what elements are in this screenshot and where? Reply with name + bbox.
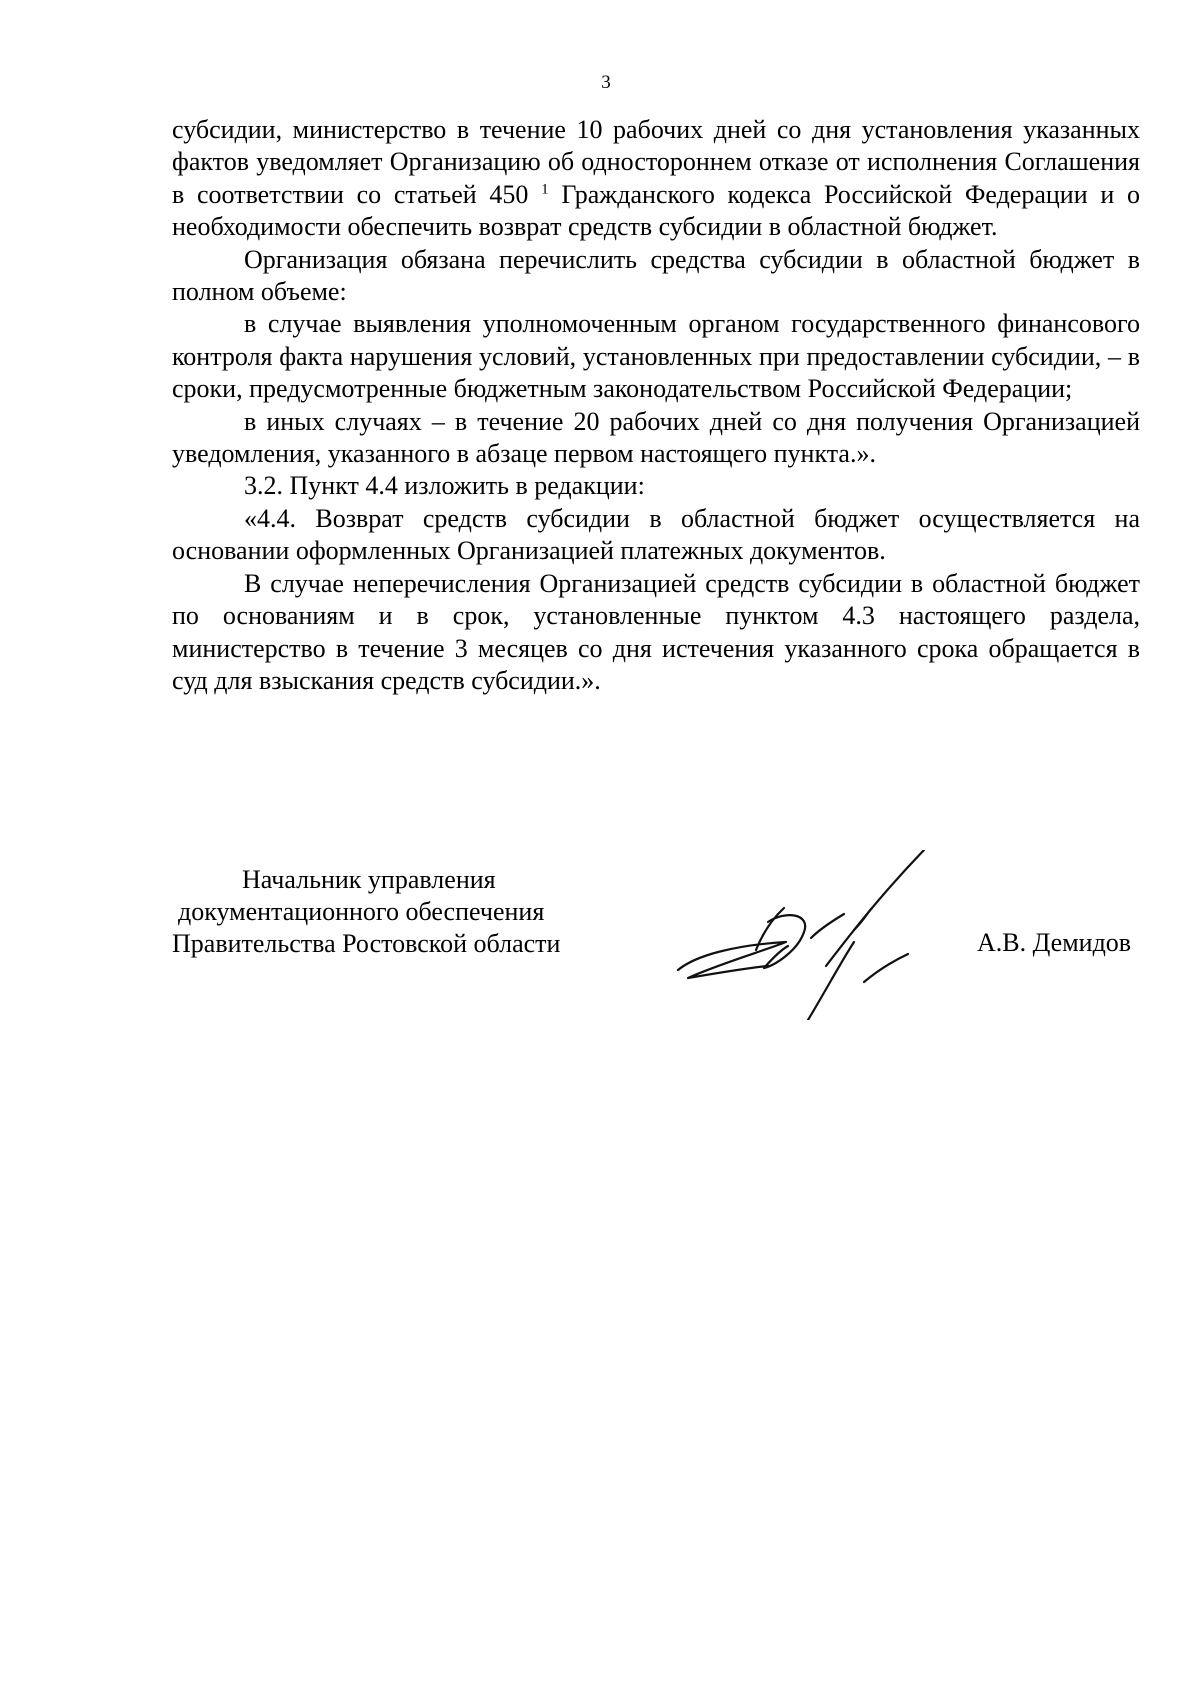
paragraph-4: в иных случаях – в течение 20 рабочих дней со дня получения Организацией уведомления, указанного в абзаце первом настоящего пункта.». (172, 406, 1140, 469)
paragraph-1-text-before: субсидии, министерство в течение 10 рабочих дней со дня установления указанных фактов уведомляет Организацию об одностороннем отказе от исполнения Соглашения в соответствии со статьей 450 (172, 115, 1140, 209)
page-number: 3 (601, 72, 611, 93)
signatory-position (172, 864, 560, 960)
paragraph-1 (172, 114, 1140, 244)
handwritten-signature-icon (676, 850, 946, 1020)
paragraph-2: Организация обязана перечислить средства субсидии в областной бюджет в полном объеме: (172, 244, 1140, 307)
paragraph-3: в случае выявления уполномоченным органом государственного финансового контроля факта нарушения условий, установленных при предоставлении субсидии, – в сроки, предусмотренные бюджетным законодательством Российской Федерации; (172, 309, 1140, 404)
paragraph-7: В случае неперечисления Организацией средств субсидии в областной бюджет по основаниям и в срок, установленные пунктом 4.3 настоящего раздела, министерство в течение 3 месяцев со дня истечения указанного срока обращается в суд для взыскания средств субсидии.». (172, 568, 1140, 695)
paragraph-5: 3.2. Пункт 4.4 изложить в редакции: (244, 471, 645, 501)
footnote-superscript: 1 (541, 181, 549, 198)
signatory-name: А.В. Демидов (977, 928, 1132, 957)
paragraph-6: «4.4. Возврат средств субсидии в областной бюджет осуществляется на основании оформленных Организацией платежных документов. (172, 503, 1140, 566)
position-line-1: Начальник управления (242, 865, 496, 894)
paragraph-1-text-after: Гражданского кодекса Российской Федерации и о необходимости обеспечить возврат средств субсидии в областной бюджет. (172, 179, 1141, 242)
position-line-2: документационного обеспечения (178, 897, 545, 926)
position-line-3: Правительства Ростовской области (172, 929, 561, 958)
document-body (172, 114, 1140, 697)
